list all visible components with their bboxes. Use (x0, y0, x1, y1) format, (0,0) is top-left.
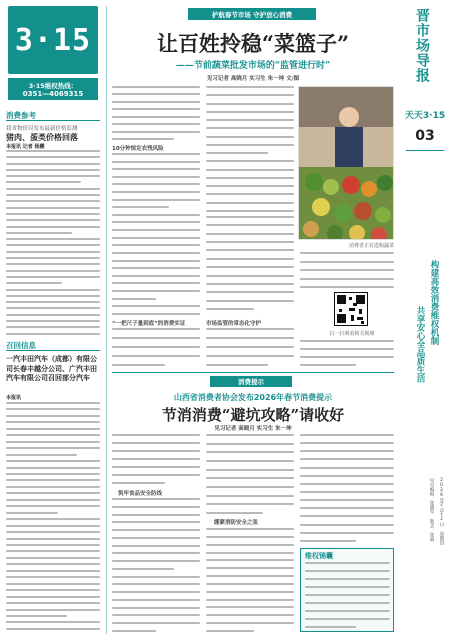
sub3: 市场监管的常态化守护 (206, 321, 262, 327)
sub1: 10分钟惊定农残风险 (112, 146, 164, 152)
main-col2-body-b (206, 216, 294, 310)
bottom-sub2: 绷紧消防安全之弦 (214, 520, 259, 526)
top-tag (188, 8, 316, 20)
main-col1-body-b (112, 153, 200, 315)
bottom-title: 节消消费“避坑攻略”请收好 (161, 406, 345, 424)
bottom-tag-text: 消费提示 (238, 378, 264, 386)
right-column (400, 0, 450, 640)
bottom-col3-body-a (300, 434, 394, 542)
issue-date: 2026年2月12日 星期四 (439, 478, 444, 545)
sub2: “一把尺子量到底”的消费实证 (112, 321, 186, 327)
bottom-byline: 见习记者 高晓月 实习生 朱一坤 (214, 426, 292, 432)
left-headline: 猪肉、蛋类价格回落 (6, 133, 78, 142)
hotline-label: 3·15维权热线： (28, 81, 78, 90)
bottom-col2-body-b (206, 528, 294, 632)
vegetable-photo (298, 86, 394, 240)
divider (6, 350, 100, 351)
qr-caption: 扫一扫观看相关视频 (329, 331, 375, 337)
left-article-body (6, 150, 100, 335)
tips-box-body (305, 562, 390, 628)
top-tag-text: 护航春节市场 守护放心消费 (211, 10, 293, 19)
bottom-col2-body-a (206, 434, 294, 514)
bottom-col1-body-b (112, 498, 200, 632)
recall-section-title: 召回信息 (6, 341, 36, 350)
main-col2-body-c (206, 328, 294, 366)
section-divider (112, 372, 394, 373)
left-byline: 本报讯 记者 杨鹏 (6, 144, 45, 150)
vegetable-photo-image (299, 87, 394, 240)
main-col1-body-c (112, 328, 200, 366)
page-number: 03 (415, 128, 435, 144)
bottom-sub1: 筑牢食品安全防线 (118, 491, 163, 497)
recall-byline: 本报讯 (6, 395, 22, 401)
column-rule (106, 6, 107, 634)
main-subtitle: ——节前蔬菜批发市场的“监管进行时” (175, 61, 331, 71)
divider (406, 150, 444, 151)
main-col3-body (300, 252, 394, 288)
editor-credit: 见习编辑：张晓军 版式：张丽 (429, 478, 434, 542)
brand-name: 晋市场导报 (414, 8, 430, 83)
main-title: 让百姓拎稳“菜篮子” (156, 31, 350, 56)
slogan-2: 共享安心全品质生活 (415, 306, 425, 383)
bottom-col1-body-a (112, 434, 200, 484)
logo-text: 3·15 (14, 22, 92, 58)
recall-body (6, 402, 100, 630)
divider (6, 120, 100, 121)
bottom-kicker: 山西省消费者协会发布2026年春节消费提示 (173, 393, 333, 402)
slogan: 构建高效消费维权机制 (429, 260, 439, 345)
bottom-tag (210, 376, 292, 387)
column-title: 消费参考 (6, 111, 36, 120)
recall-title: 一汽丰田汽车（成都）有限公司长春丰越分公司、广汽丰田汽车有限公司召回部分汽车 (6, 355, 97, 382)
left-column (0, 0, 106, 640)
main-col3-body-b (300, 340, 394, 366)
hotline-number: 0351—4069315 (22, 89, 84, 98)
hotline-bar (8, 78, 98, 100)
main-byline: 见习记者 高晓月 实习生 朱一坤 文/图 (206, 76, 300, 82)
tips-box-title: 维权锦囊 (305, 552, 333, 560)
qr-code[interactable] (334, 292, 368, 326)
intro-line: 我省物价局发布最新价格监测 (6, 126, 78, 132)
date-line: 天天3·15 (404, 111, 446, 121)
tips-box (300, 548, 394, 632)
photo-caption: 消费者正在选购蔬菜 (348, 243, 394, 249)
logo-block (8, 6, 98, 74)
main-col1-body-a (112, 86, 200, 140)
main-col2-body (206, 86, 294, 212)
